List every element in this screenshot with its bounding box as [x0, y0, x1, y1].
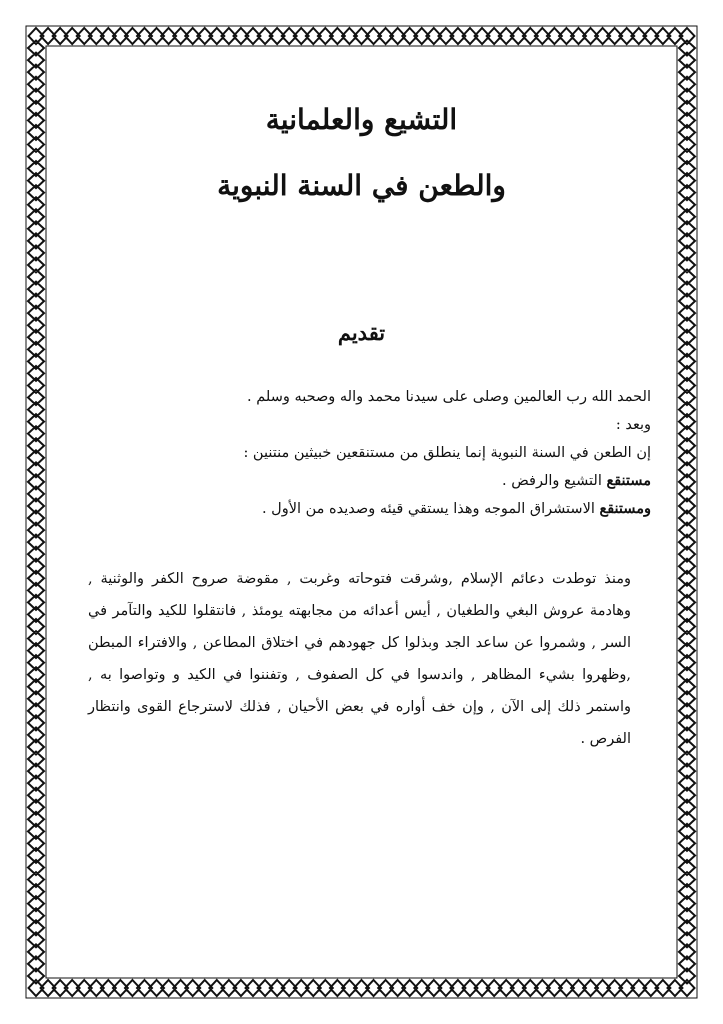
title-line-1: التشيع والعلمانية [265, 103, 458, 136]
intro-line-second-source [70, 499, 653, 519]
page-content [70, 90, 653, 950]
section-heading: تقديم [337, 320, 386, 345]
intro-line-statement: إن الطعن في السنة النبوية إنما ينطلق من مستنقعين خبيثين منتنين : [243, 445, 651, 461]
bold-word-1: مستنقع [606, 472, 651, 489]
body-paragraph: ومنذ توطدت دعائم الإسلام ,وشرقت فتوحاته وغربت , مقوضة صروح الكفر والوثنية , وهادمة عروش البغي والطغيان , أيس أعدائه من مجابهته يومئذ , فانتقلوا للكيد والتآمر في السر , وشمروا عن ساعد الجد وبذلوا كل جهودهم في اختلاق المطاعن , والافتراء المبطن ,وظهروا بشيء المظاهر , واندسوا في كل الصفوف , وتفننوا في الكيد و وتواصوا به , واستمر ذلك إلى الآن , وإن خف أواره في بعض الأحيان , فذلك لاسترجاع القوى وانتظار الفرص . [88, 571, 631, 747]
intro-line-after: وبعد : [615, 417, 651, 433]
second-source-text: الاستشراق الموجه وهذا يستقي قيئه وصديده من الأول . [261, 501, 600, 517]
bold-word-2: ومستنقع [599, 500, 651, 517]
title-line-2: والطعن في السنة النبوية [217, 169, 506, 202]
first-source-text: التشيع والرفض . [502, 473, 607, 489]
intro-line-first-source [70, 471, 653, 491]
intro-line-praise: الحمد الله رب العالمين وصلى على سيدنا محمد واله وصحبه وسلم . [247, 389, 651, 405]
